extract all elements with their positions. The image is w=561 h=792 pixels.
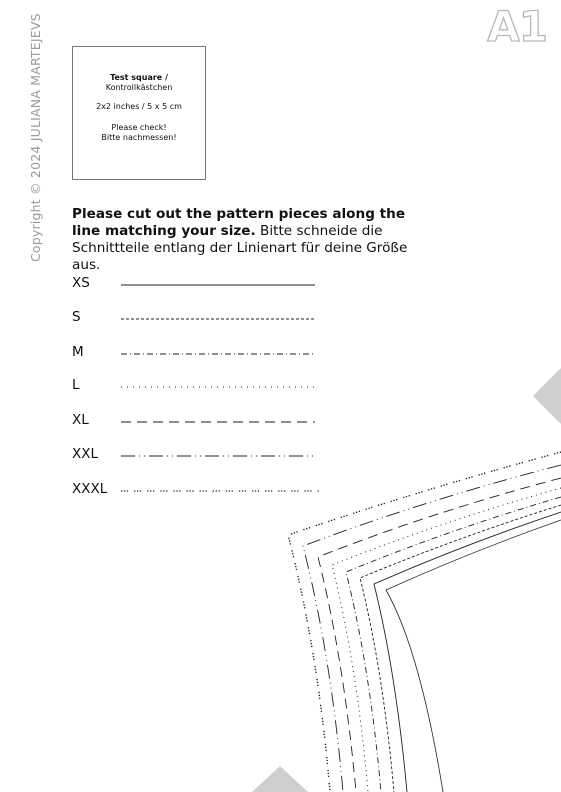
test-square-size: 2x2 inches / 5 x 5 cm [96,102,182,111]
test-square-check-de: Bitte nachmessen! [101,133,177,142]
join-marker-right [533,368,561,424]
test-square-title: Test square / [110,73,168,82]
instruction-normal: Bitte schneide die Schnittteile entlang der Linienart für deine Größe aus. [72,223,408,273]
size-label: XXL [72,446,99,462]
page-number: A1 [487,2,547,51]
size-label: XXXL [72,481,108,497]
size-label: M [72,344,84,360]
size-label: L [72,377,80,393]
instruction-bold: Please cut out the pattern pieces along the line matching your size. [72,206,406,239]
cut-line-xs [374,512,561,792]
size-label: XL [72,412,89,428]
size-label: XS [72,275,90,291]
cut-line-inner [386,520,561,792]
copyright-text: Copyright © 2024 JULIANA MARTEJEVS [28,13,43,262]
size-label: S [72,309,81,325]
cut-line-m [346,497,561,792]
cut-line-xl [318,478,561,792]
cut-line-xxxl [288,452,561,792]
join-marker-bottom [252,766,308,792]
test-square-check-en: Please check! [111,123,167,132]
test-square-subtitle: Kontrollkästchen [105,83,173,92]
cut-line-xxl [303,465,561,792]
